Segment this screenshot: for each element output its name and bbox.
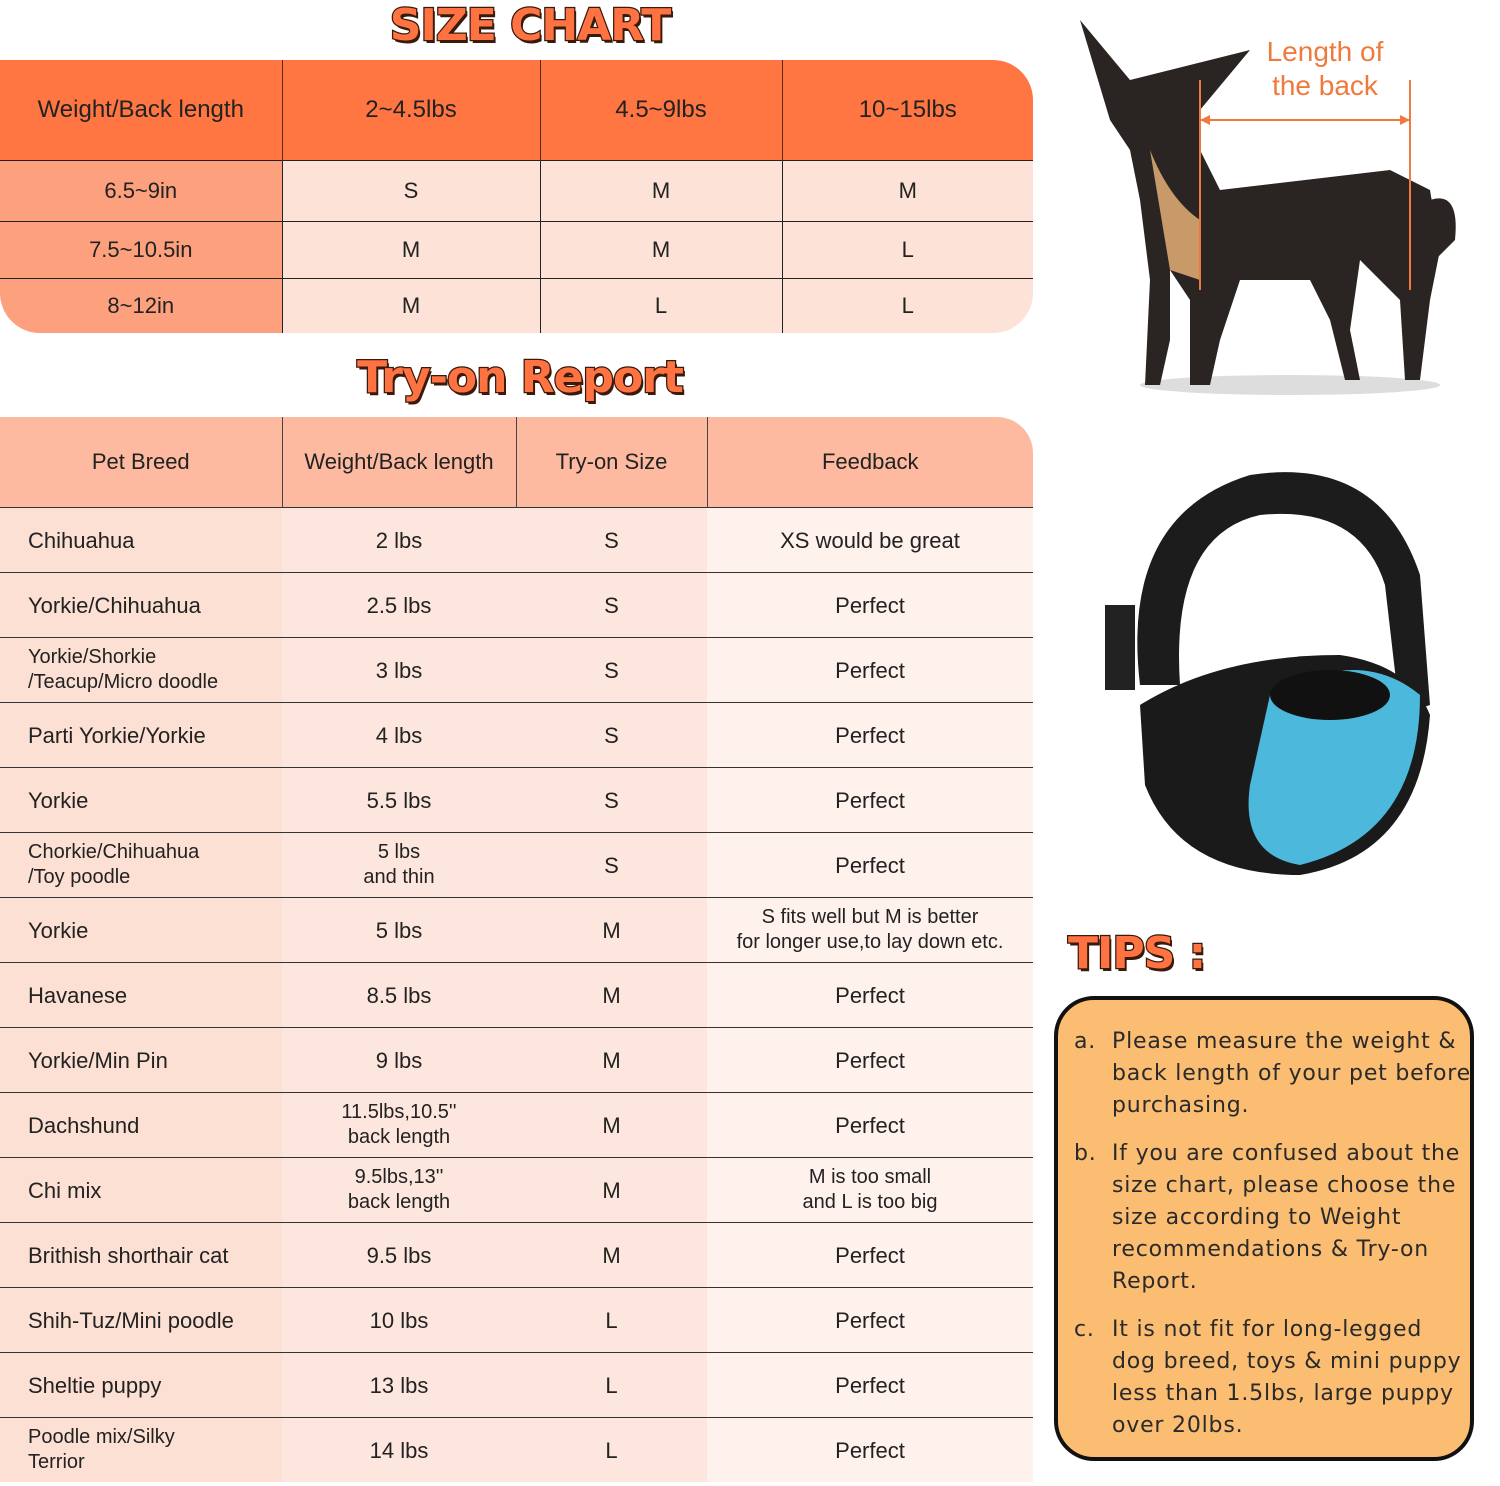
table-cell: S (516, 768, 707, 833)
table-cell: Perfect (707, 1093, 1033, 1158)
size-chart-table (0, 60, 1033, 333)
table-cell: 9.5 lbs (282, 1223, 516, 1288)
table-cell: Dachshund (0, 1093, 282, 1158)
column-header: Feedback (707, 417, 1033, 508)
table-cell: M (782, 161, 1033, 222)
table-cell: M (516, 1028, 707, 1093)
table-row (0, 161, 1033, 222)
table-cell: 4 lbs (282, 703, 516, 768)
table-cell: 9 lbs (282, 1028, 516, 1093)
tips-box (1054, 996, 1474, 1461)
table-cell: L (516, 1418, 707, 1483)
table-cell: S (516, 703, 707, 768)
column-header: 4.5~9lbs (540, 60, 782, 161)
table-cell: M is too small and L is too big (707, 1158, 1033, 1223)
table-cell: M (516, 898, 707, 963)
table-row (0, 898, 1033, 963)
table-row (0, 768, 1033, 833)
sling-bag-image (1080, 455, 1440, 885)
table-row (0, 1093, 1033, 1158)
tip-text: If you are confused about the size chart, please choose the size according to Weight recommendations & Try-on Report. (1112, 1141, 1461, 1294)
table-cell: XS would be great (707, 508, 1033, 573)
table-cell: M (540, 222, 782, 279)
table-cell: Poodle mix/Silky Terrior (0, 1418, 282, 1483)
table-cell: Perfect (707, 1288, 1033, 1353)
table-cell: M (282, 222, 540, 279)
table-cell: 13 lbs (282, 1353, 516, 1418)
table-cell: Brithish shorthair cat (0, 1223, 282, 1288)
table-cell: Yorkie (0, 898, 282, 963)
table-cell: 5.5 lbs (282, 768, 516, 833)
table-row (0, 573, 1033, 638)
table-cell: Perfect (707, 833, 1033, 898)
table-row (0, 1353, 1033, 1418)
table-cell: Sheltie puppy (0, 1353, 282, 1418)
table-cell: Perfect (707, 1223, 1033, 1288)
table-cell: Perfect (707, 1353, 1033, 1418)
column-header: Pet Breed (0, 417, 282, 508)
table-cell: Chorkie/Chihuahua /Toy poodle (0, 833, 282, 898)
table-cell: 8.5 lbs (282, 963, 516, 1028)
table-cell: Shih-Tuz/Mini poodle (0, 1288, 282, 1353)
table-cell: L (782, 222, 1033, 279)
table-cell: Perfect (707, 1418, 1033, 1483)
size-chart-header (0, 60, 1033, 161)
table-cell: S (282, 161, 540, 222)
table-cell: Perfect (707, 963, 1033, 1028)
table-row (0, 1223, 1033, 1288)
table-cell: M (540, 161, 782, 222)
table-cell: 2.5 lbs (282, 573, 516, 638)
table-cell: 8~12in (0, 279, 282, 334)
table-cell: 5 lbs (282, 898, 516, 963)
table-cell: L (516, 1353, 707, 1418)
table-cell: Perfect (707, 1028, 1033, 1093)
table-cell: 3 lbs (282, 638, 516, 703)
try-on-title: Try-on Report (357, 352, 683, 403)
table-cell: 2 lbs (282, 508, 516, 573)
table-row (0, 963, 1033, 1028)
table-cell: Yorkie/Chihuahua (0, 573, 282, 638)
column-header: Weight/Back length (282, 417, 516, 508)
table-cell: M (516, 1093, 707, 1158)
table-cell: Havanese (0, 963, 282, 1028)
column-header: Try-on Size (516, 417, 707, 508)
table-cell: Perfect (707, 638, 1033, 703)
table-cell: S (516, 833, 707, 898)
table-cell: Yorkie/Shorkie /Teacup/Micro doodle (0, 638, 282, 703)
table-cell: Chihuahua (0, 508, 282, 573)
tip-text: It is not fit for long-legged dog breed, toys & mini puppy less than 1.5lbs, large puppy over 20lbs. (1112, 1317, 1462, 1438)
table-cell: M (516, 1158, 707, 1223)
table-row (0, 1418, 1033, 1483)
table-cell: L (540, 279, 782, 334)
column-header: 10~15lbs (782, 60, 1033, 161)
table-row (0, 833, 1033, 898)
table-row (0, 1158, 1033, 1223)
tip-text: Please measure the weight & back length of your pet before purchasing. (1112, 1029, 1471, 1118)
column-header: 2~4.5lbs (282, 60, 540, 161)
table-cell: S (516, 573, 707, 638)
table-cell: L (782, 279, 1033, 334)
tip-letter: b. (1074, 1141, 1097, 1166)
table-row (0, 703, 1033, 768)
table-cell: 9.5lbs,13'' back length (282, 1158, 516, 1223)
table-cell: S fits well but M is better for longer use,to lay down etc. (707, 898, 1033, 963)
table-cell: 6.5~9in (0, 161, 282, 222)
table-cell: Perfect (707, 573, 1033, 638)
table-row (0, 222, 1033, 279)
column-header: Weight/Back length (0, 60, 282, 161)
table-cell: 10 lbs (282, 1288, 516, 1353)
table-row (0, 508, 1033, 573)
tip-letter: a. (1074, 1029, 1097, 1054)
table-cell: Parti Yorkie/Yorkie (0, 703, 282, 768)
table-cell: Perfect (707, 703, 1033, 768)
table-row (0, 1028, 1033, 1093)
tips-title: TIPS : (1068, 928, 1206, 979)
table-cell: M (516, 1223, 707, 1288)
table-cell: Yorkie (0, 768, 282, 833)
table-row (0, 279, 1033, 334)
table-row (0, 1288, 1033, 1353)
table-cell: Chi mix (0, 1158, 282, 1223)
try-on-header (0, 417, 1033, 508)
try-on-table (0, 417, 1033, 1486)
tip-letter: c. (1074, 1317, 1095, 1342)
table-cell: M (282, 279, 540, 334)
table-cell: 7.5~10.5in (0, 222, 282, 279)
table-cell: 11.5lbs,10.5'' back length (282, 1093, 516, 1158)
table-row (0, 638, 1033, 703)
table-cell: 14 lbs (282, 1418, 516, 1483)
table-cell: 5 lbs and thin (282, 833, 516, 898)
size-chart-title: SIZE CHART (389, 0, 671, 51)
back-length-annotation: Length of the back (1266, 36, 1384, 101)
table-cell: S (516, 638, 707, 703)
table-cell: L (516, 1288, 707, 1353)
table-cell: Perfect (707, 768, 1033, 833)
table-cell: Yorkie/Min Pin (0, 1028, 282, 1093)
table-cell: S (516, 508, 707, 573)
table-cell: M (516, 963, 707, 1028)
